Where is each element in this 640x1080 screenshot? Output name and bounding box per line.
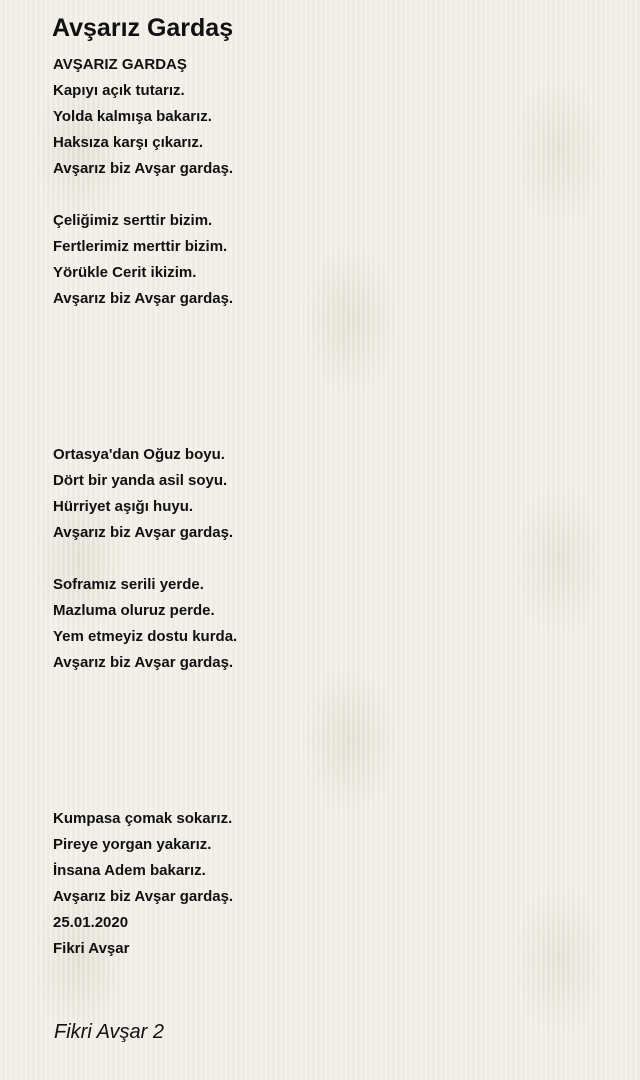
stanza-gap bbox=[53, 312, 613, 442]
poem-signature: Fikri Avşar bbox=[53, 940, 130, 957]
poem-line: Mazluma oluruz perde. bbox=[53, 602, 215, 619]
poem-line: Kapıyı açık tutarız. bbox=[53, 82, 185, 99]
stanza-5 bbox=[53, 806, 613, 962]
poem-line: Avşarız biz Avşar gardaş. bbox=[53, 160, 234, 177]
poem-line: Fertlerimiz merttir bizim. bbox=[53, 238, 228, 255]
poem-line: Haksıza karşı çıkarız. bbox=[53, 134, 204, 151]
poem-line: AVŞARIZ GARDAŞ bbox=[53, 56, 187, 73]
stanza-gap bbox=[53, 676, 613, 806]
poem-line: Avşarız biz Avşar gardaş. bbox=[53, 290, 234, 307]
stanza-2 bbox=[53, 208, 613, 312]
poem-line: Ortasya'dan Oğuz boyu. bbox=[53, 446, 225, 463]
stanza-gap bbox=[53, 182, 613, 208]
stanza-3 bbox=[53, 442, 613, 546]
poem-line: Avşarız biz Avşar gardaş. bbox=[53, 654, 234, 671]
poem-title: Avşarız Gardaş bbox=[52, 14, 234, 42]
poem-line: Kumpasa çomak sokarız. bbox=[53, 810, 233, 827]
poem-line: Avşarız biz Avşar gardaş. bbox=[53, 524, 234, 541]
poem-line: Çeliğimiz serttir bizim. bbox=[53, 212, 213, 229]
poem-line: Yem etmeyiz dostu kurda. bbox=[53, 628, 238, 645]
poem-body bbox=[53, 52, 613, 962]
stanza-1 bbox=[53, 52, 613, 182]
stanza-4 bbox=[53, 572, 613, 676]
author-name: Fikri Avşar 2 bbox=[54, 1021, 165, 1043]
poem-line: Hürriyet aşığı huyu. bbox=[53, 498, 194, 515]
poem-date: 25.01.2020 bbox=[53, 914, 129, 931]
poem-line: Dört bir yanda asil soyu. bbox=[53, 472, 228, 489]
poem-line: İnsana Adem bakarız. bbox=[53, 862, 206, 879]
poem-line: Yolda kalmışa bakarız. bbox=[53, 108, 212, 125]
poem-line: Pireye yorgan yakarız. bbox=[53, 836, 212, 853]
poem-line: Yörükle Cerit ikizim. bbox=[53, 264, 197, 281]
poem-line: Soframız serili yerde. bbox=[53, 576, 204, 593]
stanza-gap bbox=[53, 546, 613, 572]
poem-line: Avşarız biz Avşar gardaş. bbox=[53, 888, 234, 905]
